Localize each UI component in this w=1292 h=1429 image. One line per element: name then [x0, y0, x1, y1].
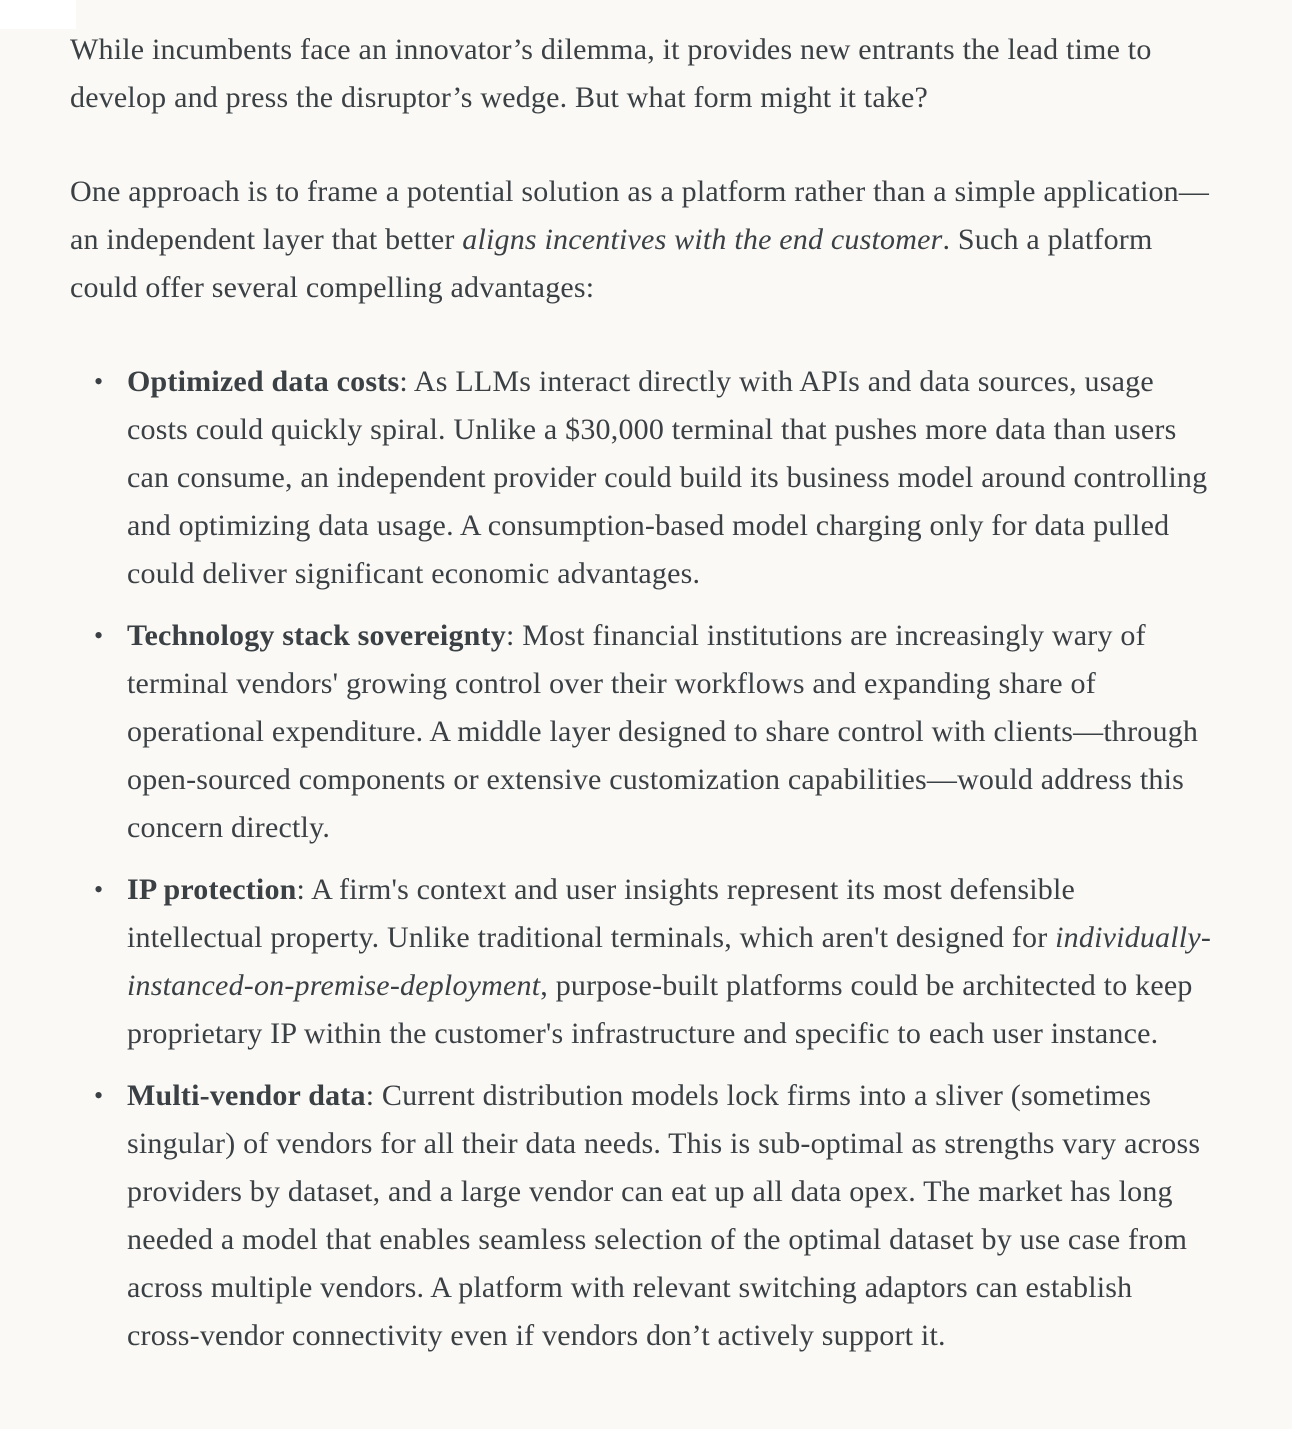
paragraph-text: . Such a platform could offer several compelling advantages:	[70, 223, 1153, 304]
paragraph-innovators-dilemma	[70, 26, 1212, 122]
list-item-body-italic: individually-instanced-on-premise-deployment	[127, 921, 1212, 1002]
list-item-text	[127, 358, 1212, 598]
list-item-body: : A firm's context and user insights represent its most defensible intellectual property. Unlike traditional terminals, which aren't designed for	[127, 873, 1076, 954]
paragraph-text: One approach is to frame a potential solution as a platform rather than a simple application—an independent layer that better	[70, 175, 1210, 256]
advantages-list	[70, 358, 1212, 1360]
paragraph-platform-approach	[70, 168, 1212, 312]
bullet-icon: •	[94, 875, 104, 904]
list-item-body: : Most financial institutions are increasingly wary of terminal vendors' growing control over their workflows and expanding share of operational expenditure. A middle layer designed to share control with clients—through open-sourced components or extensive customization capabilities—would address this concern directly.	[127, 619, 1199, 844]
list-item-lead: Multi-vendor data	[127, 1079, 366, 1112]
bullet-icon: •	[94, 621, 104, 650]
list-item-optimized-data-costs	[70, 358, 1212, 598]
list-item-text	[127, 866, 1212, 1058]
list-item-lead: Technology stack sovereignty	[127, 619, 506, 652]
top-left-white-patch	[0, 0, 76, 29]
list-item-body: : As LLMs interact directly with APIs and data sources, usage costs could quickly spiral. Unlike a $30,000 terminal that pushes more data than users can consume, an independent provider could build its business model around controlling and optimizing data usage. A consumption-based model charging only for data pulled could deliver significant economic advantages.	[127, 365, 1208, 590]
paragraph-text: While incumbents face an innovator’s dilemma, it provides new entrants the lead time to develop and press the disruptor’s wedge. But what form might it take?	[70, 33, 1152, 114]
list-item-lead: IP protection	[127, 873, 297, 906]
article-body	[70, 26, 1212, 1374]
list-item-multi-vendor-data	[70, 1072, 1212, 1360]
list-item-technology-stack-sovereignty	[70, 612, 1212, 852]
list-item-body: , purpose-built platforms could be architected to keep proprietary IP within the customer's infrastructure and specific to each user instance.	[127, 969, 1193, 1050]
bullet-icon: •	[94, 1081, 104, 1110]
list-item-ip-protection	[70, 866, 1212, 1058]
list-item-text	[127, 1072, 1212, 1360]
list-item-text	[127, 612, 1212, 852]
bullet-icon: •	[94, 367, 104, 396]
paragraph-text-italic: aligns incentives with the end customer	[462, 223, 943, 256]
list-item-lead: Optimized data costs	[127, 365, 400, 398]
list-item-body: : Current distribution models lock firms into a sliver (sometimes singular) of vendors for all their data needs. This is sub-optimal as strengths vary across providers by dataset, and a large vendor can eat up all data opex. The market has long needed a model that enables seamless selection of the optimal dataset by use case from across multiple vendors. A platform with relevant switching adaptors can establish cross-vendor connectivity even if vendors don’t actively support it.	[127, 1079, 1201, 1352]
